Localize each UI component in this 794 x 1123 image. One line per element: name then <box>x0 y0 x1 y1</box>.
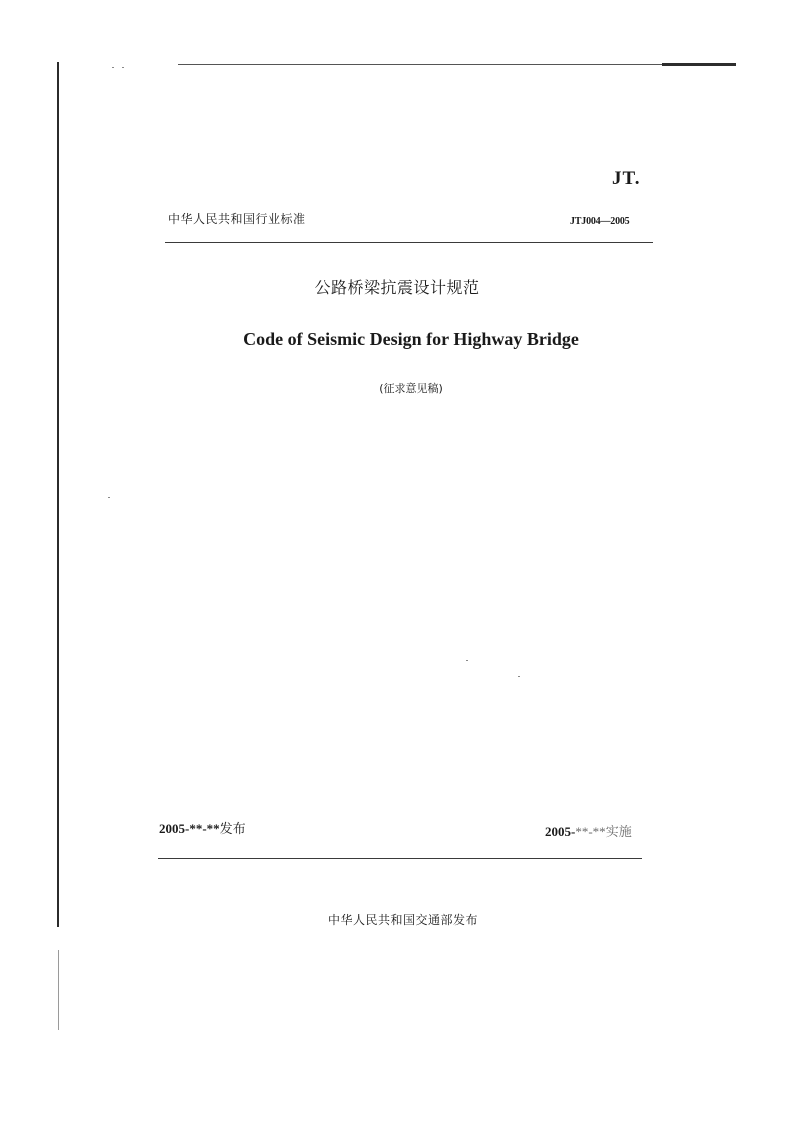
implementation-date-value: 2005- <box>545 824 576 839</box>
standard-code-large: JT. <box>612 168 641 189</box>
standard-code-small: JTJ004—2005 <box>570 216 630 227</box>
scan-speck <box>466 660 468 661</box>
issue-date <box>159 818 246 837</box>
issue-date-label: 发布 <box>219 821 246 836</box>
scan-edge-left-faint <box>58 950 59 1030</box>
scan-top-rule-thick <box>662 63 736 66</box>
footer-rule <box>158 858 642 859</box>
implementation-date-faint: **-** <box>575 824 606 839</box>
standard-type: 中华人民共和国行业标准 <box>168 212 306 226</box>
scan-speck <box>518 676 520 677</box>
scan-top-rule <box>178 64 662 65</box>
issue-date-value: 2005-**-** <box>159 821 220 836</box>
scan-speck <box>112 67 114 68</box>
draft-note: (征求意见稿) <box>379 382 443 395</box>
scan-speck <box>122 67 124 68</box>
implementation-date-label: 实施 <box>605 824 632 839</box>
implementation-date <box>545 821 632 840</box>
header-rule <box>165 242 653 243</box>
title-chinese: 公路桥梁抗震设计规范 <box>314 278 480 297</box>
title-english: Code of Seismic Design for Highway Bridge <box>243 329 579 349</box>
scan-edge-left <box>57 62 59 927</box>
publisher: 中华人民共和国交通部发布 <box>327 913 478 927</box>
scan-speck <box>108 497 110 498</box>
